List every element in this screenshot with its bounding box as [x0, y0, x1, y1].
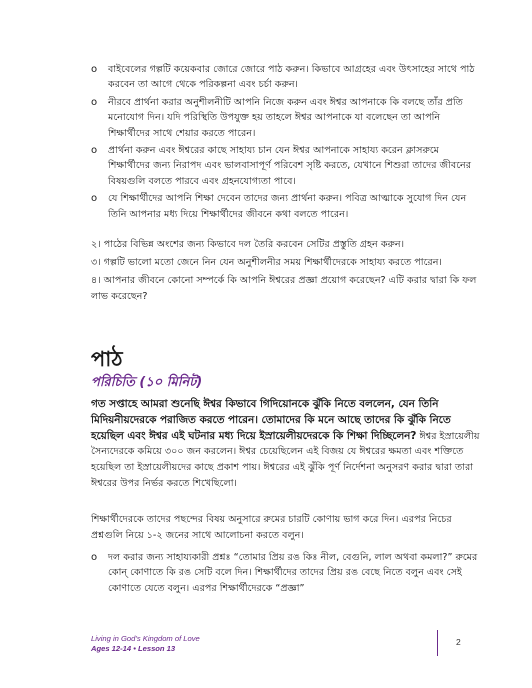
section-title: পরিচিতি (১০ মিনিট): [91, 375, 203, 390]
bullet-marker: o: [91, 64, 98, 75]
page-footer: [91, 634, 200, 654]
list-item: o যে শিক্ষার্থীদের আপনি শিক্ষা দেবেন তাদের জন্য প্রার্থনা করুন। পবিত্র আত্মাকে সুযোগ দিন যেন তিনি আপনার মধ্য দিয়ে শিক্ষার্থীদের জীবনে কথা বলতে পারেন।: [91, 193, 467, 220]
prep-numbered-list: [91, 237, 486, 307]
bullet-marker: o: [91, 145, 98, 157]
numbered-item: ৪। আপনার জীবনে কোনো সম্পর্কে কি আপনি ঈশ্বরের প্রজ্ঞা প্রয়োগ করেছেন? এটি করার দ্বারা কি ফল লাভ করেছেন?: [91, 274, 477, 303]
footer-lesson-info: Ages 12-14 • Lesson 13: [91, 644, 176, 653]
bullet-marker: o: [91, 96, 98, 108]
list-item: o প্রার্থনা করুন এবং ঈশ্বরের কাছে সাহায্য চান যেন ঈশ্বর আপনাকে সাহায্য করেন ক্লাসরুমে শিক্ষার্থীদের জন্য নিরাপদ এবং ভালবাসাপূর্ণ পরিবেশ সৃষ্টি করতে, যেখানে শিশুরা তাদের জীবনের বিষয়গুলি বলতে পারবে এবং গ্রহনযোগ্যতা পাবে।: [91, 145, 472, 187]
numbered-item: ৩। গল্পটি ভালো মতো জেনে নিন যেন অনুশীলনীর সময় শিক্ষার্থীদেরকে সাহায্য করতে পারেন।: [91, 256, 442, 268]
instruction-paragraph: শিক্ষার্থীদেরকে তাদের পছন্দের বিষয় অনুসারে রুমের চারটি কোণায় ভাগ করে দিন। এরপর নিচের প্রশ্নগুলি নিয়ে ১-২ জনের সাথে আলোচনা করতে বলুন।: [91, 514, 452, 541]
list-item: o বাইবেলের গল্পটি কয়েকবার জোরে জোরে পাঠ করুন। কিভাবে আগ্রহের এবং উৎসাহের সাথে পাঠ করবেন তা আগে থেকে পরিকল্পনা এবং চর্চা করুন।: [91, 64, 475, 91]
bullet-marker: o: [91, 193, 98, 205]
bullet-marker: o: [91, 552, 98, 563]
footer-divider: [437, 630, 438, 656]
intro-bold-text: গত সপ্তাহে আমরা শুনেছি ঈশ্বর কিভাবে গিদিয়োনকে ঝুঁকি নিতে বললেন, যেন তিনি মিদিয়নীয়দেরকে পরাজিত করতে পারেন। তোমাদের কি মনে আছে তাদের কি ঝুঁকি নিতে হয়েছিল এবং ঈশ্বর এই ঘটনার মধ্য দিয়ে ইস্রায়েলীয়দেরকে কি শিক্ষা দিচ্ছিলেন?: [91, 398, 451, 442]
prep-sub-bullets: [91, 62, 480, 224]
list-item: o নীরবে প্রার্থনা করার অনুশীলনীটি আপনি নিজে করুন এবং ঈশ্বর আপনাকে কি বলছে তাঁর প্রতি মনোযোগ দিন। যদি পরিস্থিতি উপযুক্ত হয় তাহলে ঈশ্বর আপনাকে যা বলেছেন তা আপনি শিক্ষার্থীদের সাথে শেয়ার করতে পারেন।: [91, 96, 463, 139]
footer-title: Living in God’s Kingdom of Love: [91, 634, 200, 643]
page-number: 2: [456, 637, 461, 647]
intro-paragraph: [91, 397, 485, 492]
lesson-heading: পাঠ: [91, 347, 123, 371]
group-sub-bullets: [91, 550, 480, 598]
intro-body-text: ঈশ্বর ইস্রায়েলীয় সৈন্যদেরকে কমিয়ে ৩০০ জন করলেন। ঈশ্বর চেয়েছিলেন এই বিজয় যে ঈশ্বরের ক্ষমতা এবং শক্তিতে হয়েছিল তা ইস্রায়েলীয়দের কাছে প্রকাশ পায়। ঈশ্বরের এই ঝুঁকি পূর্ণ নির্দেশনা অনুসরণ করার দ্বারা তারা ঈশ্বরের উপর নির্ভর করতে শিখেছিলো।: [91, 430, 480, 489]
list-item: o দল করার জন্য সাহায্যকারী প্রশ্নঃ “তোমার প্রিয় রঙ কিঃ নীল, বেগুনি, লাল অথবা কমলা?” রুমের কোন্ কোণাতে কি রঙ সেটি বলে দিন। শিক্ষার্থীদের তাদের প্রিয় রঙ বেছে নিতে বলুন এবং সেই কোণাতে যেতে বলুন। এরপর শিক্ষার্থীদেরকে “প্রজ্ঞা”: [91, 552, 478, 594]
numbered-item: ২। পাঠের বিভিন্ন অংশের জন্য কিভাবে দল তৈরি করবেন সেটির প্রস্তুতি গ্রহন করুন।: [91, 239, 405, 250]
